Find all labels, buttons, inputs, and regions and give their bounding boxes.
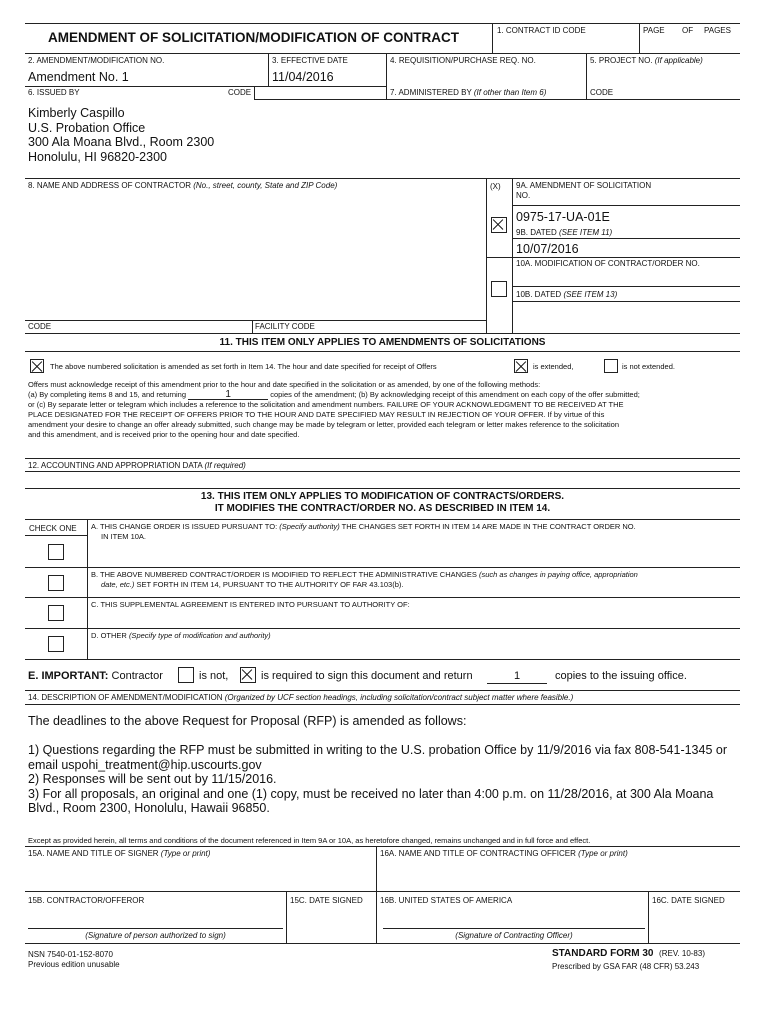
- is-required-checkbox[interactable]: [240, 667, 256, 683]
- contractor-label: 8. NAME AND ADDRESS OF CONTRACTOR (No., street, county, State and ZIP Code): [28, 181, 338, 190]
- important-label: E. IMPORTANT:: [28, 670, 109, 682]
- is-required-label: is required to sign this document and return: [261, 670, 473, 682]
- contractor-code-label: CODE: [28, 322, 52, 331]
- modification-contract-label: 10A. MODIFICATION OF CONTRACT/ORDER NO.: [516, 259, 700, 268]
- item13-heading: 13. THIS ITEM ONLY APPLIES TO MODIFICATION OF CONTRACTS/ORDERS. IT MODIFIES THE CONTRACT/ORDER NO. AS DESCRIBED IN ITEM 14.: [200, 491, 565, 514]
- is-not-label: is not,: [199, 670, 229, 682]
- amend-solicitation-value[interactable]: 0975-17-UA-01E: [516, 210, 610, 224]
- check-one-label: CHECK ONE: [29, 524, 77, 533]
- amendment-no-label: 2. AMENDMENT/MODIFICATION NO.: [28, 56, 165, 65]
- issuer-line: Kimberly Caspillo: [28, 106, 125, 120]
- signature-officer-label: (Signature of Contracting Officer): [455, 931, 573, 940]
- amend-solicitation-checkbox[interactable]: [491, 217, 507, 233]
- description-intro: The deadlines to the above Request for Proposal (RFP) is amended as follows:: [28, 714, 467, 728]
- contract-id-label: 1. CONTRACT ID CODE: [497, 26, 586, 35]
- copies-to-label: copies to the issuing office.: [555, 670, 687, 682]
- dated-9b-value[interactable]: 10/07/2016: [516, 242, 579, 256]
- solicitation-amended-checkbox[interactable]: [30, 359, 44, 373]
- standard-form-label: STANDARD FORM 30 (REV. 10-83): [552, 948, 705, 959]
- is-extended-label: is extended,: [533, 362, 574, 371]
- is-not-extended-checkbox[interactable]: [604, 359, 618, 373]
- project-no-label: 5. PROJECT NO. (If applicable): [590, 56, 703, 65]
- issuer-address: [28, 106, 214, 164]
- is-not-extended-label: is not extended.: [622, 362, 675, 371]
- accounting-data-label: 12. ACCOUNTING AND APPROPRIATION DATA (If required): [28, 461, 246, 470]
- issued-by-label: 6. ISSUED BY: [28, 88, 80, 97]
- issuer-line: 300 Ala Moana Blvd., Room 2300: [28, 135, 215, 149]
- is-extended-checkbox[interactable]: [514, 359, 528, 373]
- option-a-checkbox[interactable]: [48, 544, 64, 560]
- amendment-no-value[interactable]: Amendment No. 1: [28, 70, 129, 84]
- issuer-line: Honolulu, HI 96820-2300: [28, 149, 167, 164]
- option-d-text: D. OTHER (Specify type of modification and authority): [91, 631, 271, 640]
- option-b-text: B. THE ABOVE NUMBERED CONTRACT/ORDER IS MODIFIED TO REFLECT THE ADMINISTRATIVE CHANGES (such as changes in paying office, appropriation date, etc.) SET FORTH IN ITEM 14, PURSUANT TO THE AUTHORITY OF FAR 43.103(b).: [91, 570, 638, 589]
- page-label: PAGE: [643, 26, 665, 35]
- option-c-text: C. THIS SUPPLEMENTAL AGREEMENT IS ENTERED INTO PURSUANT TO AUTHORITY OF:: [91, 600, 410, 609]
- description-label: 14. DESCRIPTION OF AMENDMENT/MODIFICATION (Organized by UCF section headings, including solicitation/contract subject matter where feasible.): [28, 693, 574, 702]
- amend-solicitation-label: 9A. AMENDMENT OF SOLICITATION NO.: [516, 181, 652, 200]
- copies-returned-value[interactable]: 1: [188, 390, 268, 400]
- option-a-text: A. THIS CHANGE ORDER IS ISSUED PURSUANT TO: (Specify authority) THE CHANGES SET FORTH IN ITEM 14 ARE MADE IN THE CONTRACT ORDER NO. IN ITEM 10A.: [91, 522, 636, 541]
- requisition-label: 4. REQUISITION/PURCHASE REQ. NO.: [390, 56, 536, 65]
- option-b-checkbox[interactable]: [48, 575, 64, 591]
- x-column-label: (X): [490, 182, 501, 191]
- previous-edition: Previous edition unusable: [28, 960, 120, 969]
- us-label: 16B. UNITED STATES OF AMERICA: [380, 896, 513, 905]
- description-body: 1) Questions regarding the RFP must be submitted in writing to the U.S. probation Office by 11/9/2016 via fax 808-541-1345 or email uspohi_treatment@hip.uscourts.gov 2) Responses will be sent out by 11/15/2016. 3) For all proposals, an original and one (1) copy, must be received no later than 4:00 p.m. on 11/28/2016, at 300 Ala Moana Blvd., Room 2300, Honolulu, Hawaii 96850.: [28, 743, 728, 815]
- form-title: AMENDMENT OF SOLICITATION/MODIFICATION OF CONTRACT: [48, 30, 459, 45]
- item11-heading: 11. THIS ITEM ONLY APPLIES TO AMENDMENTS OF SOLICITATIONS: [219, 337, 546, 348]
- facility-code-label: FACILITY CODE: [255, 322, 315, 331]
- signature-person-label: (Signature of person authorized to sign): [85, 931, 226, 940]
- signer-name-label: 15A. NAME AND TITLE OF SIGNER (Type or print): [28, 849, 211, 858]
- important-contractor: Contractor: [111, 670, 163, 682]
- important-row: [28, 669, 163, 683]
- contractor-date-label: 15C. DATE SIGNED: [290, 896, 363, 905]
- prescribed-by: Prescribed by GSA FAR (48 CFR) 53.243: [552, 962, 700, 971]
- contractor-offeror-label: 15B. CONTRACTOR/OFFEROR: [28, 896, 145, 905]
- issuer-line: U.S. Probation Office: [28, 120, 146, 135]
- except-text: Except as provided herein, all terms and conditions of the document referenced in Item 9A or 10A, as heretofore changed, remains unchanged and in full force and effect.: [28, 836, 591, 845]
- effective-date-label: 3. EFFECTIVE DATE: [272, 56, 348, 65]
- officer-date-label: 16C. DATE SIGNED: [652, 896, 725, 905]
- dated-9b-label: 9B. DATED (SEE ITEM 11): [516, 228, 613, 237]
- return-copies-value[interactable]: 1: [487, 669, 547, 684]
- of-label: OF: [682, 26, 694, 35]
- option-d-checkbox[interactable]: [48, 636, 64, 652]
- officer-name-label: 16A. NAME AND TITLE OF CONTRACTING OFFICER (Type or print): [380, 849, 628, 858]
- issued-by-code-label: CODE: [228, 88, 252, 97]
- item11-paragraph: Offers must acknowledge receipt of this amendment prior to the hour and date specified in the solicitation or as amended, by one of the following methods: (a) By completing items 8 and 15, and returning 1 copies of the amendment; (b) By acknowledging receipt of this amendment on each copy of the offer submitted; or (c) By separate letter or telegram which includes a reference to the solicitation and amendment numbers. FAILURE OF YOUR ACKNOWLEDGMENT TO BE RECEIVED AT THE PLACE DESIGNATED FOR THE RECEIPT OF OFFERS PRIOR TO THE HOUR AND DATE SPECIFIED MAY RESULT IN REJECTION OF YOUR OFFER. If by virtue of this amendment your desire to change an offer already submitted, such change may be made by telegram or letter, provided each telegram or letter makes reference to the solicitation and this amendment, and is received prior to the opening hour and date specified.: [28, 380, 640, 439]
- administered-by-label: 7. ADMINISTERED BY (If other than Item 6): [390, 88, 547, 97]
- effective-date-value[interactable]: 11/04/2016: [272, 70, 334, 84]
- is-not-required-checkbox[interactable]: [178, 667, 194, 683]
- option-c-checkbox[interactable]: [48, 605, 64, 621]
- pages-label: PAGES: [704, 26, 731, 35]
- item11-line1: The above numbered solicitation is amended as set forth in Item 14. The hour and date specified for receipt of Offers: [50, 362, 437, 371]
- modification-contract-checkbox[interactable]: [491, 281, 507, 297]
- nsn-number: NSN 7540-01-152-8070: [28, 950, 113, 959]
- administered-code-label: CODE: [590, 88, 614, 97]
- dated-10b-label: 10B. DATED (SEE ITEM 13): [516, 290, 618, 299]
